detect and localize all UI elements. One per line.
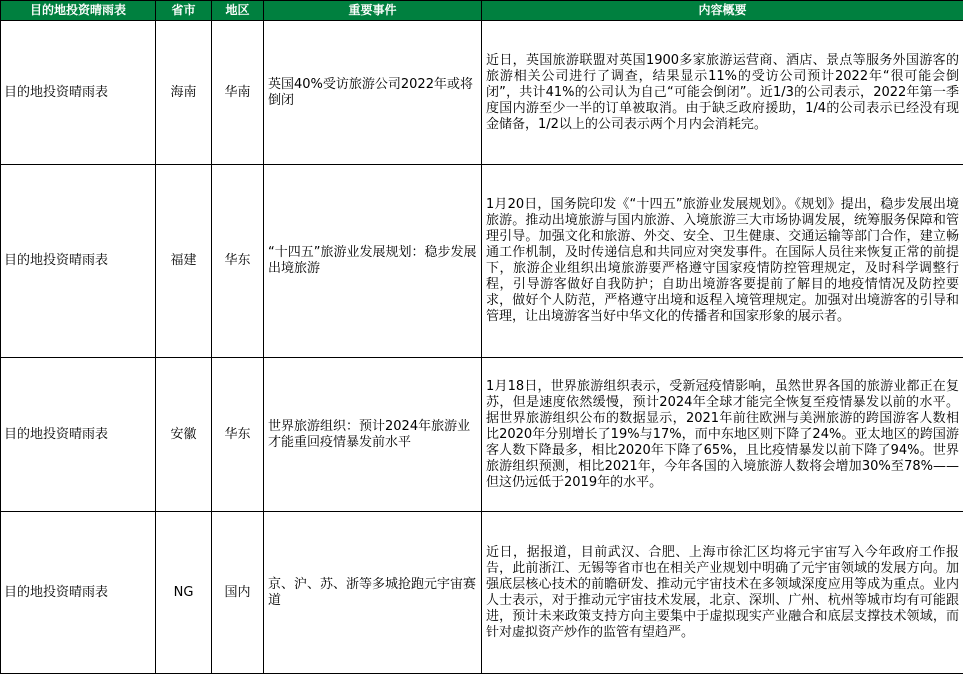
header-event: 重要事件 bbox=[264, 1, 482, 21]
header-region: 地区 bbox=[212, 1, 264, 21]
cell-source: 目的地投资晴雨表 bbox=[1, 165, 156, 358]
cell-region: 华东 bbox=[212, 358, 264, 512]
cell-province: NG bbox=[156, 512, 212, 674]
cell-region: 国内 bbox=[212, 512, 264, 674]
cell-source: 目的地投资晴雨表 bbox=[1, 21, 156, 165]
cell-content: 1月18日，世界旅游组织表示，受新冠疫情影响，虽然世界各国的旅游业都正在复苏，但是速度依然缓慢，预计2024年全球才能完全恢复至疫情暴发以前的水平。据世界旅游组织公布的数据显示，2021年前往欧洲与美洲旅游的跨国游客人数相比2020年分别增长了19%与17%，而中东地区则下降了24%。亚太地区的跨国游客人数下降最多，相比2020年下降了65%，且比疫情暴发以前下降了94%。世界旅游组织预测，相比2021年，今年各国的入境旅游人数将会增加30%至78%——但这仍远低于2019年的水平。 bbox=[482, 358, 963, 512]
table-row bbox=[1, 512, 963, 674]
table-row bbox=[1, 358, 963, 512]
cell-event: “十四五”旅游业发展规划：稳步发展出境旅游 bbox=[264, 165, 482, 358]
header-source: 目的地投资晴雨表 bbox=[1, 1, 156, 21]
cell-region: 华东 bbox=[212, 165, 264, 358]
cell-province: 安徽 bbox=[156, 358, 212, 512]
table-row bbox=[1, 165, 963, 358]
cell-content: 近日，据报道，目前武汉、合肥、上海市徐汇区均将元宇宙写入今年政府工作报告，此前浙江、无锡等省市也在相关产业规划中明确了元宇宙领域的发展方向。加强底层核心技术的前瞻研发、推动元宇宙技术在多领域深度应用等成为重点。业内人士表示，对于推动元宇宙技术发展，北京、深圳、广州、杭州等城市均有可能跟进，预计未来政策支持方向主要集中于虚拟现实产业融合和底层支撑技术领域，而针对虚拟资产炒作的监管有望趋严。 bbox=[482, 512, 963, 674]
header-content: 内容概要 bbox=[482, 1, 963, 21]
header-province: 省市 bbox=[156, 1, 212, 21]
header-row bbox=[1, 1, 963, 21]
cell-event: 京、沪、苏、浙等多城抢跑元宇宙赛道 bbox=[264, 512, 482, 674]
table-row bbox=[1, 21, 963, 165]
cell-content: 近日，英国旅游联盟对英国1900多家旅游运营商、酒店、景点等服务外国游客的旅游相关公司进行了调查，结果显示11%的受访公司预计2022年“很可能会倒闭”，共计41%的公司认为自己“可能会倒闭”。近1/3的公司表示，2022年第一季度国内游至少一半的订单被取消。由于缺乏政府援助，1/4的公司表示已经没有现金储备，1/2以上的公司表示两个月内会消耗完。 bbox=[482, 21, 963, 165]
cell-province: 福建 bbox=[156, 165, 212, 358]
cell-event: 英国40%受访旅游公司2022年或将倒闭 bbox=[264, 21, 482, 165]
cell-source: 目的地投资晴雨表 bbox=[1, 358, 156, 512]
cell-region: 华南 bbox=[212, 21, 264, 165]
cell-source: 目的地投资晴雨表 bbox=[1, 512, 156, 674]
cell-province: 海南 bbox=[156, 21, 212, 165]
cell-event: 世界旅游组织：预计2024年旅游业才能重回疫情暴发前水平 bbox=[264, 358, 482, 512]
cell-content: 1月20日，国务院印发《“十四五”旅游业发展规划》。《规划》提出，稳步发展出境旅游。推动出境旅游与国内旅游、入境旅游三大市场协调发展，统筹服务保障和管理引导。加强文化和旅游、外交、安全、卫生健康、交通运输等部门合作，建立畅通工作机制，及时传递信息和共同应对突发事件。在国际人员往来恢复正常的前提下，旅游企业组织出境旅游要严格遵守国家疫情防控管理规定，及时科学调整行程，引导游客做好自我防护；自助出境游客要提前了解目的地疫情情况及防控要求，做好个人防范，严格遵守出境和返程入境管理规定。加强对出境游客的引导和管理，让出境游客当好中华文化的传播者和国家形象的展示者。 bbox=[482, 165, 963, 358]
